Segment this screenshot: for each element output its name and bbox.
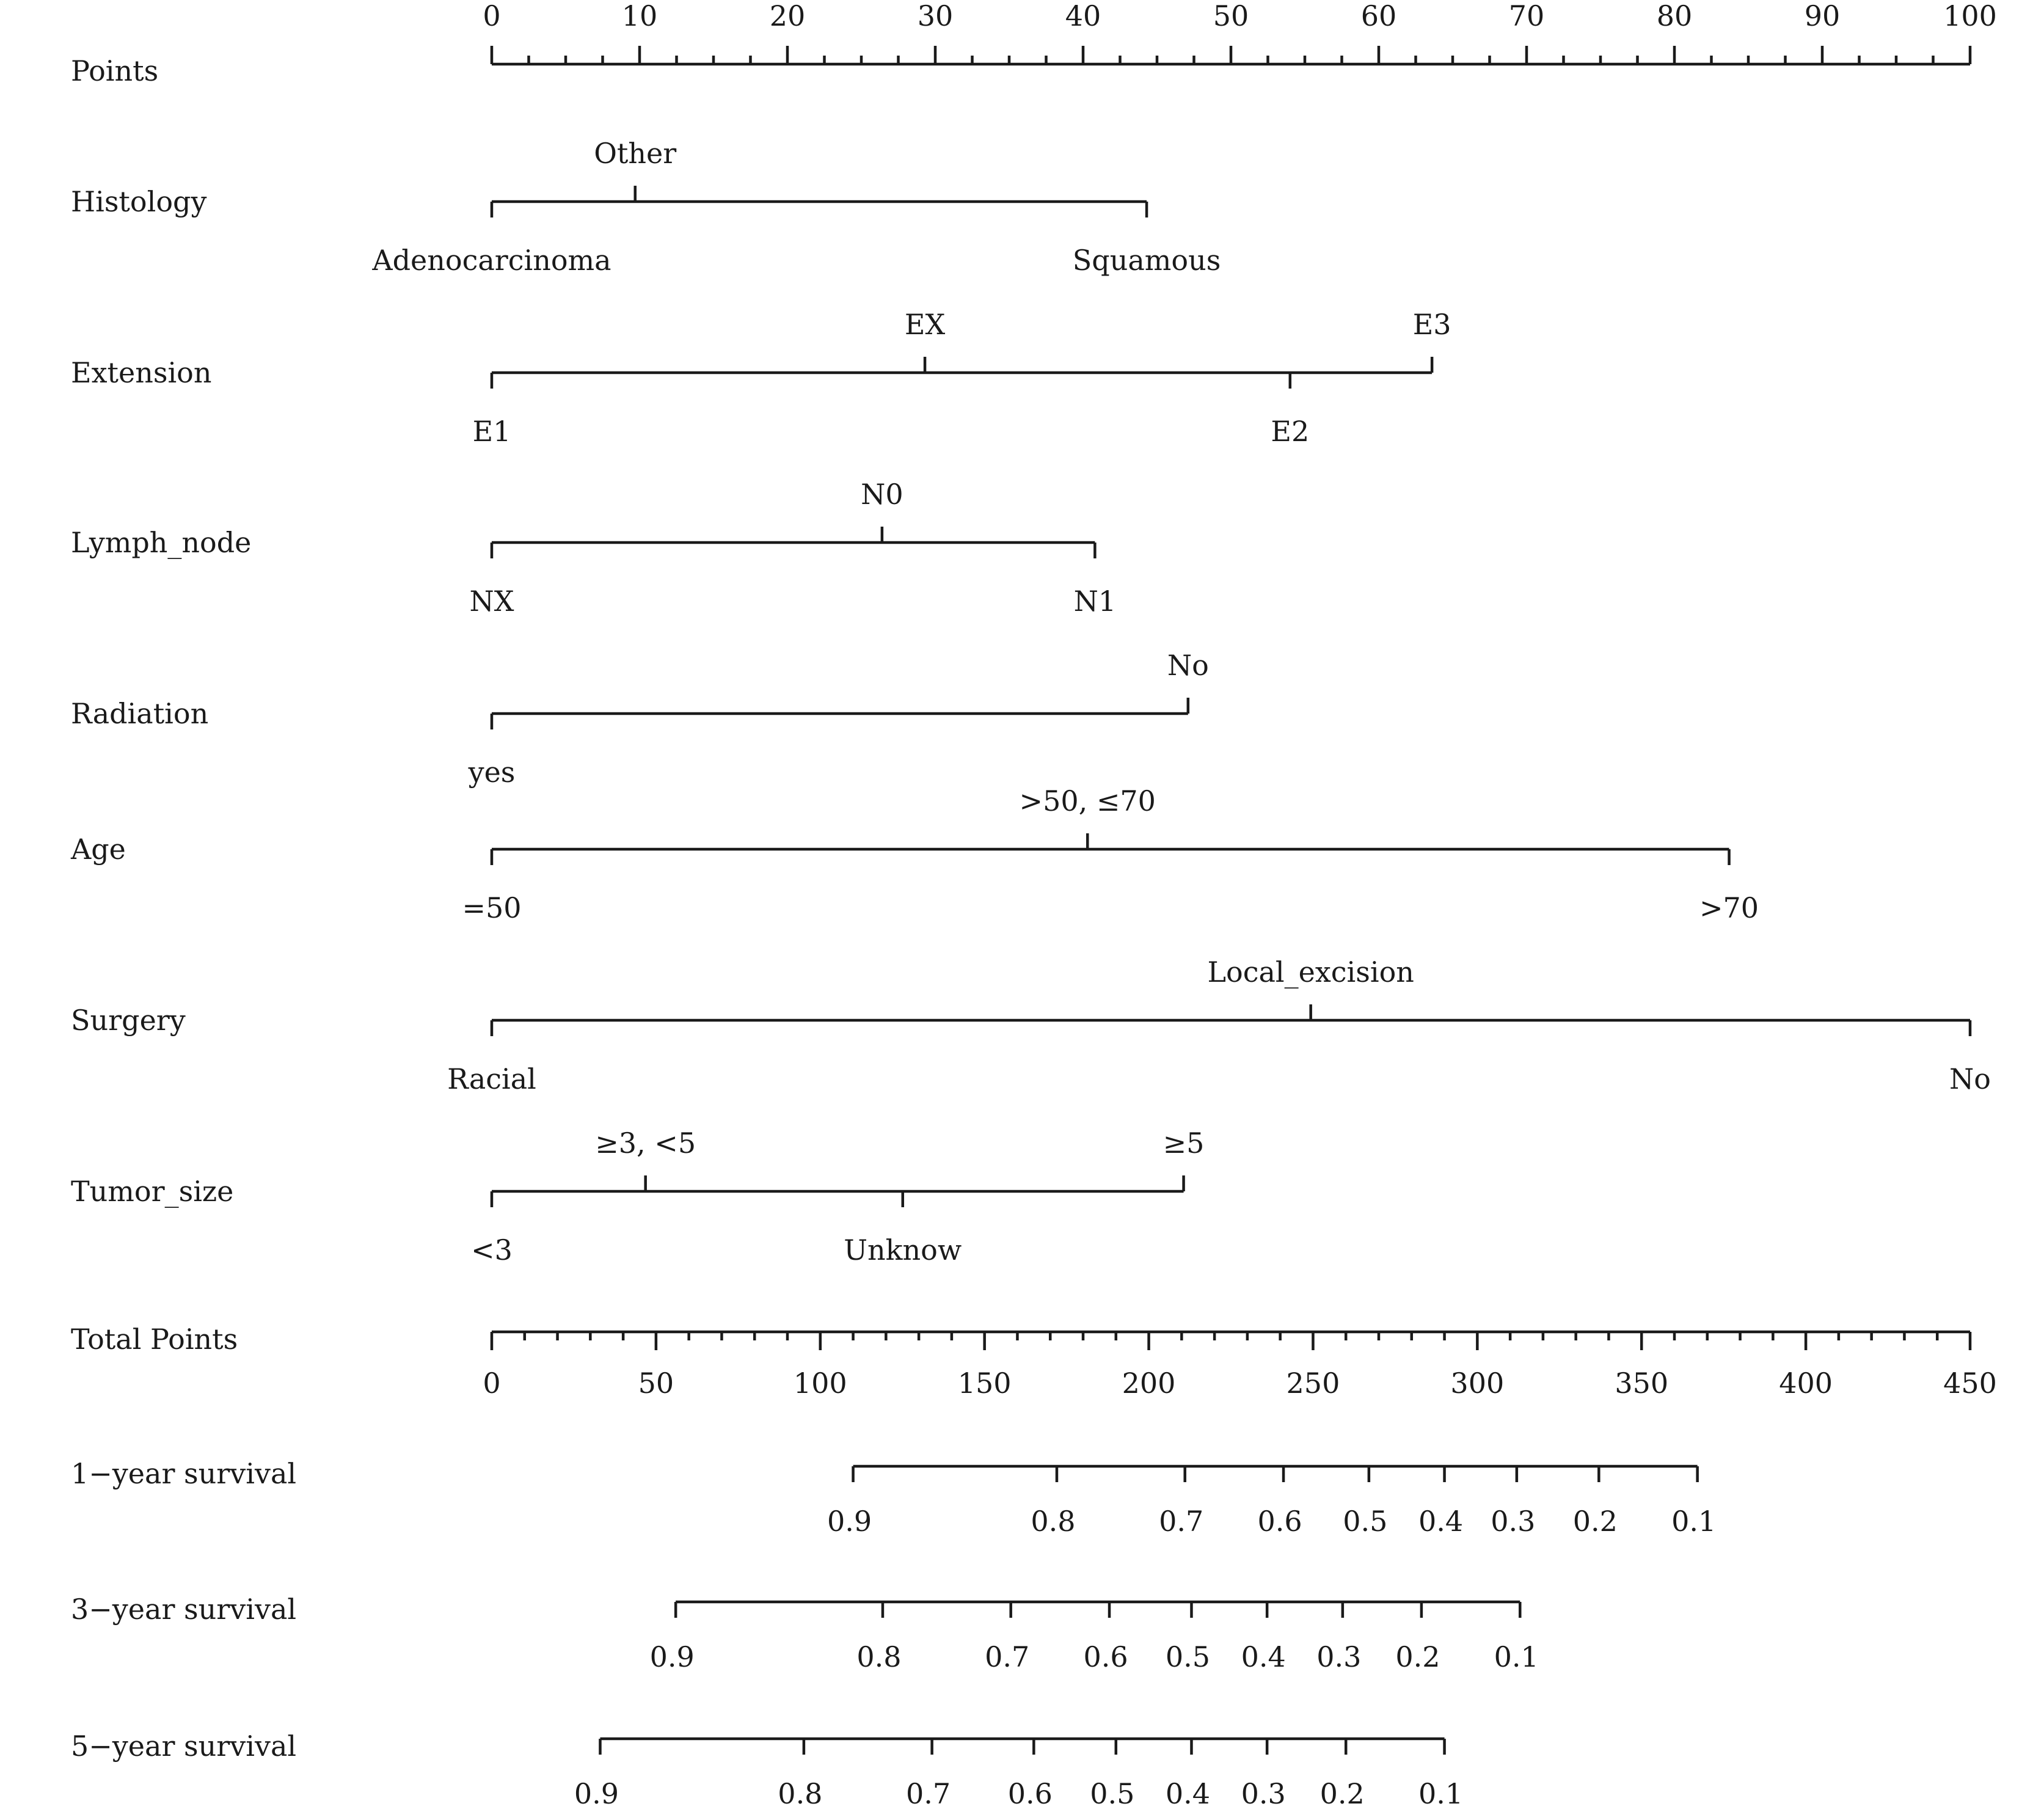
tumor_size-level-label: Unknow [844, 1233, 962, 1266]
survival-2-tick-label: 0.9 [649, 1640, 695, 1673]
total-points-tick-label: 150 [957, 1367, 1012, 1400]
row-label-extension: Extension [71, 356, 212, 389]
row-label-surgery: Surgery [71, 1004, 186, 1037]
survival-3-tick-label: 0.3 [1241, 1777, 1286, 1809]
histology-level-label: Other [594, 137, 677, 170]
points-tick-label: 30 [917, 0, 954, 32]
survival-3-tick-label: 0.7 [906, 1777, 951, 1809]
points-tick-label: 60 [1360, 0, 1397, 32]
histology-level-label: Adenocarcinoma [372, 244, 611, 277]
row-label-tumor_size: Tumor_size [71, 1175, 234, 1208]
survival-1-tick-label: 0.9 [827, 1505, 872, 1538]
radiation-level-label: No [1167, 649, 1209, 682]
survival-2-tick-label: 0.1 [1494, 1640, 1539, 1673]
points-tick-label: 20 [769, 0, 806, 32]
survival-2-tick-label: 0.8 [856, 1640, 902, 1673]
survival-1-tick-label: 0.2 [1572, 1505, 1618, 1538]
total-points-tick-label: 300 [1450, 1367, 1505, 1400]
survival-1-tick-label: 0.3 [1491, 1505, 1536, 1538]
points-tick-label: 0 [483, 0, 501, 32]
survival-1-tick-label: 0.5 [1343, 1505, 1388, 1538]
extension-level-label: EX [904, 308, 946, 341]
row-label-radiation: Radiation [71, 697, 209, 730]
extension-level-label: E2 [1271, 415, 1310, 448]
total-points-tick-label: 100 [793, 1367, 847, 1400]
survival-2-tick-label: 0.6 [1083, 1640, 1128, 1673]
survival-1-tick-label: 0.7 [1159, 1505, 1204, 1538]
total-points-tick-label: 0 [483, 1367, 501, 1400]
survival-3-tick-label: 0.2 [1319, 1777, 1365, 1809]
total-points-tick-label: 250 [1286, 1367, 1340, 1400]
tumor_size-level-label: ≥5 [1163, 1127, 1205, 1160]
tumor_size-level-label: <3 [471, 1233, 513, 1266]
tumor_size-level-label: ≥3, <5 [595, 1127, 696, 1160]
total-points-tick-label: 350 [1615, 1367, 1669, 1400]
row-label-age: Age [71, 833, 126, 866]
total-points-tick-label: 200 [1122, 1367, 1176, 1400]
row-label-points: Points [71, 54, 159, 87]
total-points-tick-label: 450 [1943, 1367, 1997, 1400]
survival-3-tick-label: 0.5 [1090, 1777, 1135, 1809]
row-label-survival-2: 3−year survival [71, 1593, 297, 1626]
surgery-level-label: Local_excision [1207, 956, 1414, 989]
survival-2-tick-label: 0.5 [1165, 1640, 1211, 1673]
survival-1-tick-label: 0.4 [1418, 1505, 1464, 1538]
points-tick-label: 100 [1943, 0, 1997, 32]
histology-level-label: Squamous [1072, 244, 1221, 277]
age-level-label: >70 [1699, 891, 1759, 924]
total-points-tick-label: 50 [638, 1367, 674, 1400]
radiation-level-label: yes [468, 756, 516, 789]
row-label-survival-1: 1−year survival [71, 1457, 297, 1490]
extension-level-label: E1 [472, 415, 511, 448]
extension-level-label: E3 [1412, 308, 1451, 341]
survival-2-tick-label: 0.4 [1241, 1640, 1286, 1673]
total-points-tick-label: 400 [1779, 1367, 1833, 1400]
survival-3-tick-label: 0.1 [1418, 1777, 1464, 1809]
points-tick-label: 90 [1804, 0, 1841, 32]
row-label-survival-3: 5−year survival [71, 1730, 297, 1763]
survival-3-tick-label: 0.9 [574, 1777, 619, 1809]
survival-1-tick-label: 0.6 [1257, 1505, 1302, 1538]
surgery-level-label: Racial [447, 1062, 536, 1095]
surgery-level-label: No [1949, 1062, 1991, 1095]
survival-1-tick-label: 0.8 [1031, 1505, 1076, 1538]
points-tick-label: 10 [621, 0, 658, 32]
row-label-lymph_node: Lymph_node [71, 526, 252, 559]
lymph_node-level-label: NX [469, 585, 514, 618]
points-tick-label: 70 [1508, 0, 1545, 32]
lymph_node-level-label: N0 [861, 478, 903, 511]
age-level-label: >50, ≤70 [1019, 784, 1156, 817]
points-tick-label: 50 [1213, 0, 1249, 32]
points-tick-label: 40 [1065, 0, 1101, 32]
points-tick-label: 80 [1656, 0, 1693, 32]
survival-3-tick-label: 0.6 [1007, 1777, 1053, 1809]
survival-1-tick-label: 0.1 [1671, 1505, 1717, 1538]
row-label-total-points: Total Points [71, 1323, 238, 1356]
survival-2-tick-label: 0.3 [1316, 1640, 1362, 1673]
survival-2-tick-label: 0.7 [985, 1640, 1030, 1673]
lymph_node-level-label: N1 [1073, 585, 1117, 618]
survival-3-tick-label: 0.8 [778, 1777, 823, 1809]
survival-3-tick-label: 0.4 [1165, 1777, 1211, 1809]
survival-2-tick-label: 0.2 [1395, 1640, 1440, 1673]
age-level-label: =50 [462, 891, 522, 924]
row-label-histology: Histology [71, 185, 207, 218]
